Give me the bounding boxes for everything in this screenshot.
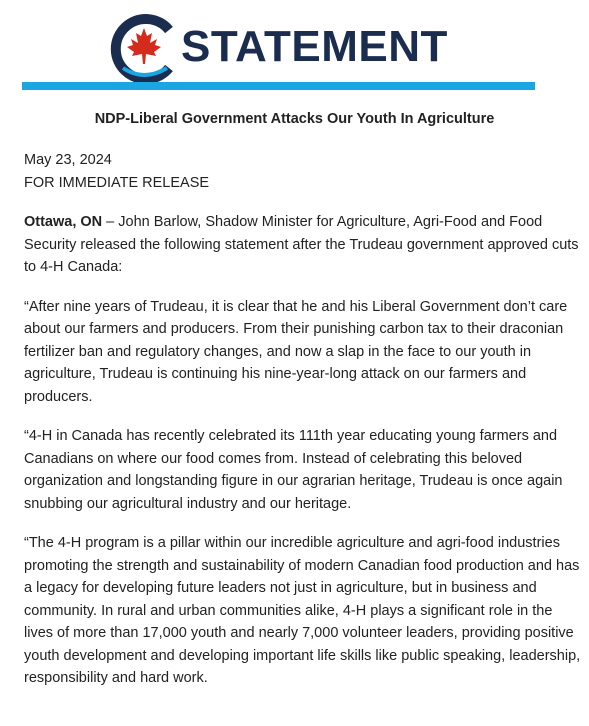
statement-header [0, 0, 589, 95]
quote-paragraph-1: “After nine years of Trudeau, it is clear that he and his Liberal Government don’t care about our farmers and producers. From their punishing carbon tax to their draconian fertilizer ban and regulatory changes, and now a slap in the face to our youth in agriculture, Trudeau is continuing his nine-year-long attack on our farmers and producers. [24, 298, 568, 405]
headline: NDP-Liberal Government Attacks Our Youth In Agriculture [94, 111, 495, 127]
intro-paragraph [24, 211, 584, 279]
statement-body [24, 149, 584, 690]
release-date: May 23, 2024 [24, 152, 112, 168]
release-type: FOR IMMEDIATE RELEASE [24, 174, 210, 191]
header-divider [22, 82, 535, 90]
statement-wordmark: STATEMENT [181, 22, 448, 71]
intro-text: – John Barlow, Shadow Minister for Agriculture, Agri-Food and Food Security released the following statement after the Trudeau government approved cuts to 4-H Canada: [24, 214, 579, 275]
dateline: Ottawa, ON [24, 214, 103, 230]
quote-paragraph-3: “The 4-H program is a pillar within our incredible agriculture and agri-food industries promoting the strength and sustainability of modern Canadian food production and has a legacy for developing future leaders not just in agriculture, but in business and community. In rural and urban communities alike, 4-H plays a significant role in the lives of more than 17,000 youth and nearly 7,000 volunteer leaders, providing positive youth development and developing important life skills like public speaking, leadership, responsibility and hard work. [24, 535, 581, 686]
quote-paragraph-2: “4-H in Canada has recently celebrated its 111th year educating young farmers and Canadians on where our food comes from. Instead of celebrating this beloved organization and longstanding figure in our agrarian heritage, Trudeau is once again snubbing our agricultural industry and our heritage. [24, 428, 563, 512]
maple-leaf-icon [107, 12, 181, 86]
